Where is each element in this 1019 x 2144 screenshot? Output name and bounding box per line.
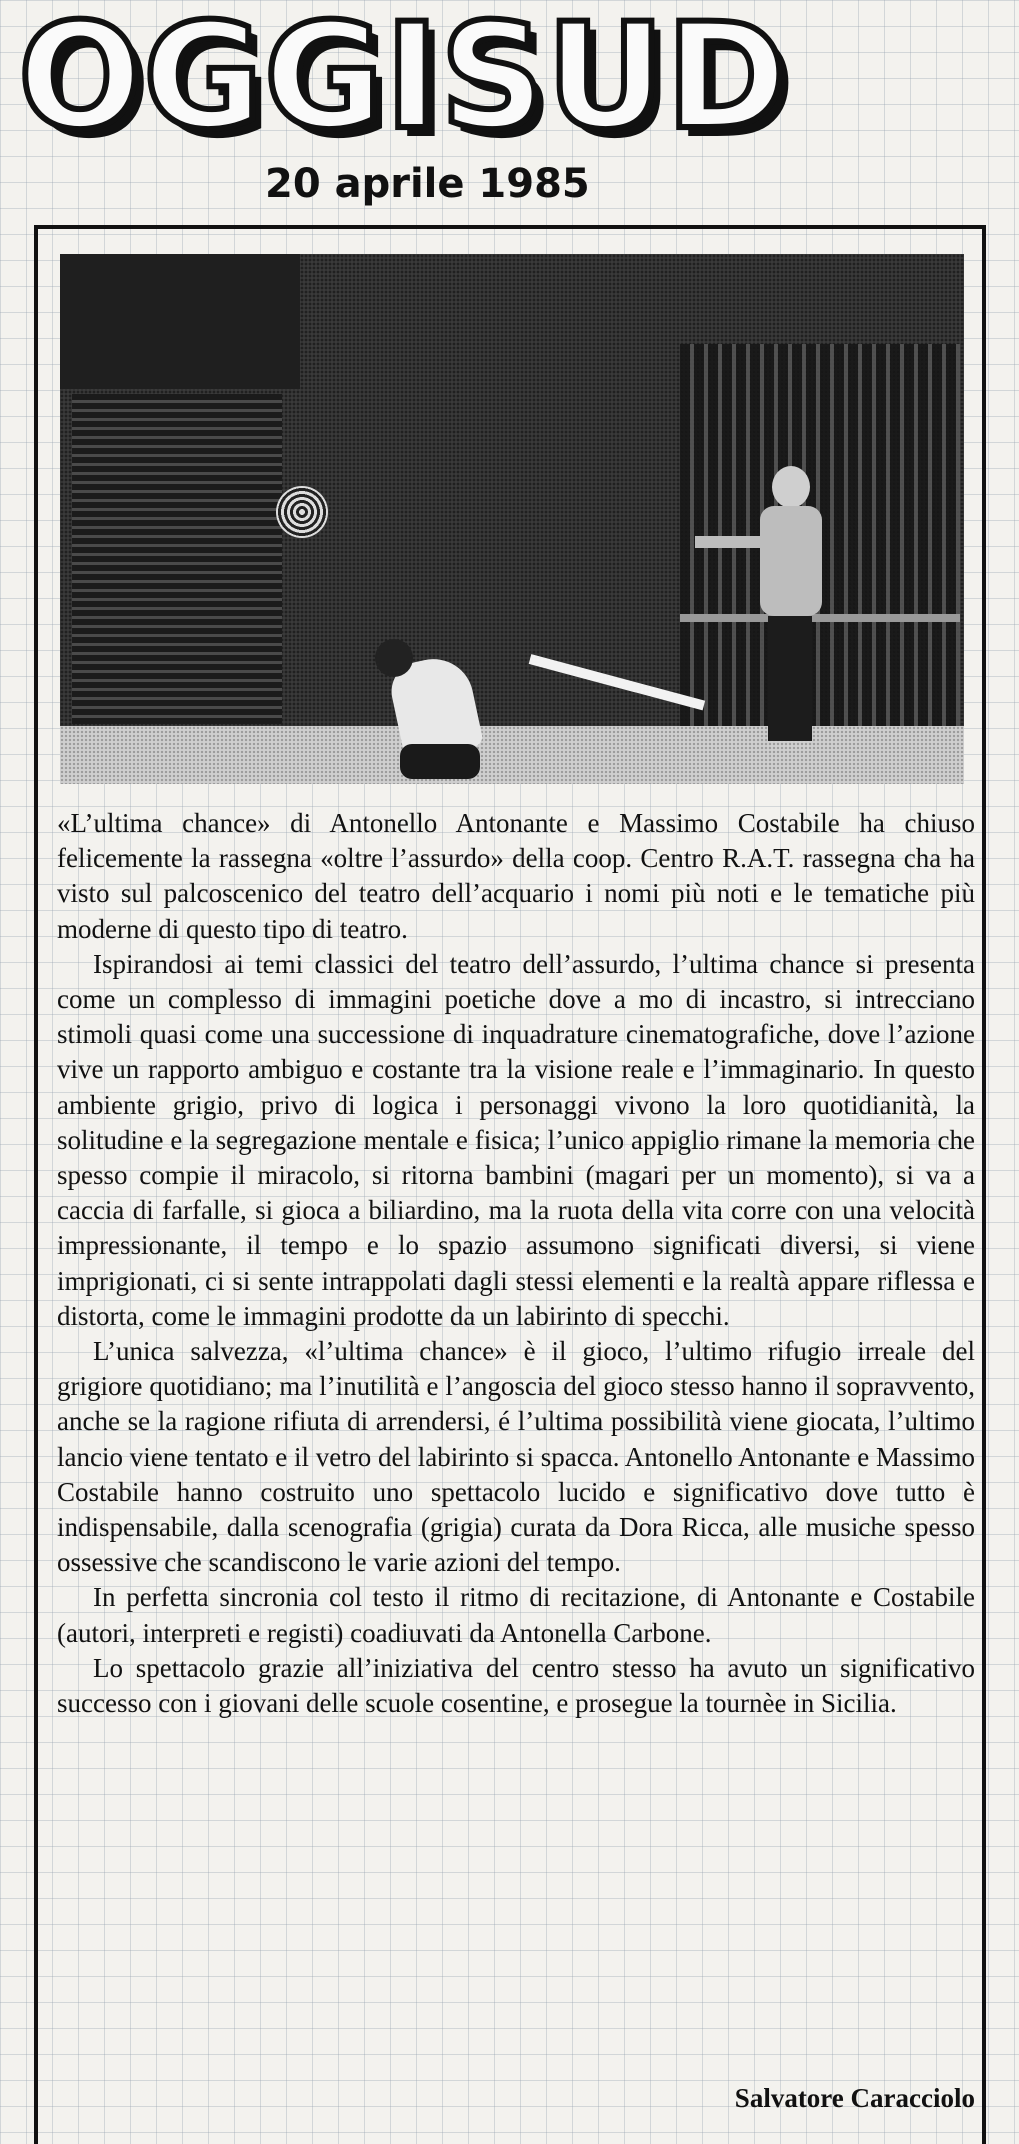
publication-date: 20 aprile 1985 bbox=[265, 161, 590, 207]
article-body bbox=[57, 806, 975, 1721]
newspaper-masthead: OGGISUD bbox=[18, 2, 789, 152]
article-paragraph-5: Lo spettacolo grazie all’iniziativa del centro stesso ha avuto un significativo successo con i giovani delle scuole cosentine, e prosegue la tournèe in Sicilia. bbox=[57, 1652, 975, 1719]
article-paragraph-4: In perfetta sincronia col testo il ritmo di recitazione, di Antonante e Costabile (autori, interpreti e registi) coadiuvati da Antonella Carbone. bbox=[57, 1582, 975, 1648]
photo-wall bbox=[60, 254, 300, 389]
author-signature: Salvatore Caracciolo bbox=[734, 2083, 975, 2113]
photo-target bbox=[276, 486, 328, 538]
article-paragraph-2: Ispirandosi ai temi classici del teatro dell’assurdo, l’ultima chance si presenta come un complesso di immagini poetiche dove a mo di incastro, si intrecciano stimoli quasi come una successione di inquadrature cinematografiche, dove l’azione vive un rapporto ambiguo e costante tra la visione reale e l’immaginario. In questo ambiente grigio, privo di logica i personaggi vivono la loro quotidianità, la solitudine e la segregazione mentale e fisica; l’unico appiglio rimane la memoria che spesso compie il miracolo, si ritorna bambini (magari per un momento), si va a caccia di farfalle, si gioca a biliardino, ma la ruota della vita corre con una velocità impressionante, il tempo e lo spazio assumono significati diversi, si viene imprigionati, ci si sente intrappolati dagli stessi elementi e la realtà appare riflessa e distorta, come le immagini prodotte da un labirinto di specchi. bbox=[57, 948, 975, 1331]
photo-shutter bbox=[72, 394, 282, 724]
stage-photo bbox=[60, 254, 964, 784]
article-paragraph-3: L’unica salvezza, «l’ultima chance» è il gioco, l’ultimo rifugio irreale del grigiore quotidiano; ma l’inutilità e l’angoscia del gioco stesso hanno il sopravvento, anche se la ragione rifiuta di arrendersi, é l’ultima possibilità viene giocata, l’ultimo lancio viene tentato e il vetro del labirinto si spacca. Antonello Antonante e Massimo Costabile hanno costruito uno spettacolo lucido e significativo dove tutto è indispensabile, dalla scenografia (grigia) curata da Dora Ricca, alle musiche spesso ossessive che scandiscono le varie azioni del tempo. bbox=[57, 1336, 975, 1578]
article-paragraph-1: «L’ultima chance» di Antonello Antonante e Massimo Costabile ha chiuso felicemente la rassegna «oltre l’assurdo» della coop. Centro R.A.T. rassegna cha ha visto sul palcoscenico del teatro dell’acquario i nomi più noti e le tematiche più moderne di questo tipo di teatro. bbox=[57, 808, 975, 944]
photo-stick bbox=[529, 654, 705, 710]
photo-kneeling-actor bbox=[365, 639, 485, 779]
photo-standing-actor bbox=[750, 466, 830, 746]
